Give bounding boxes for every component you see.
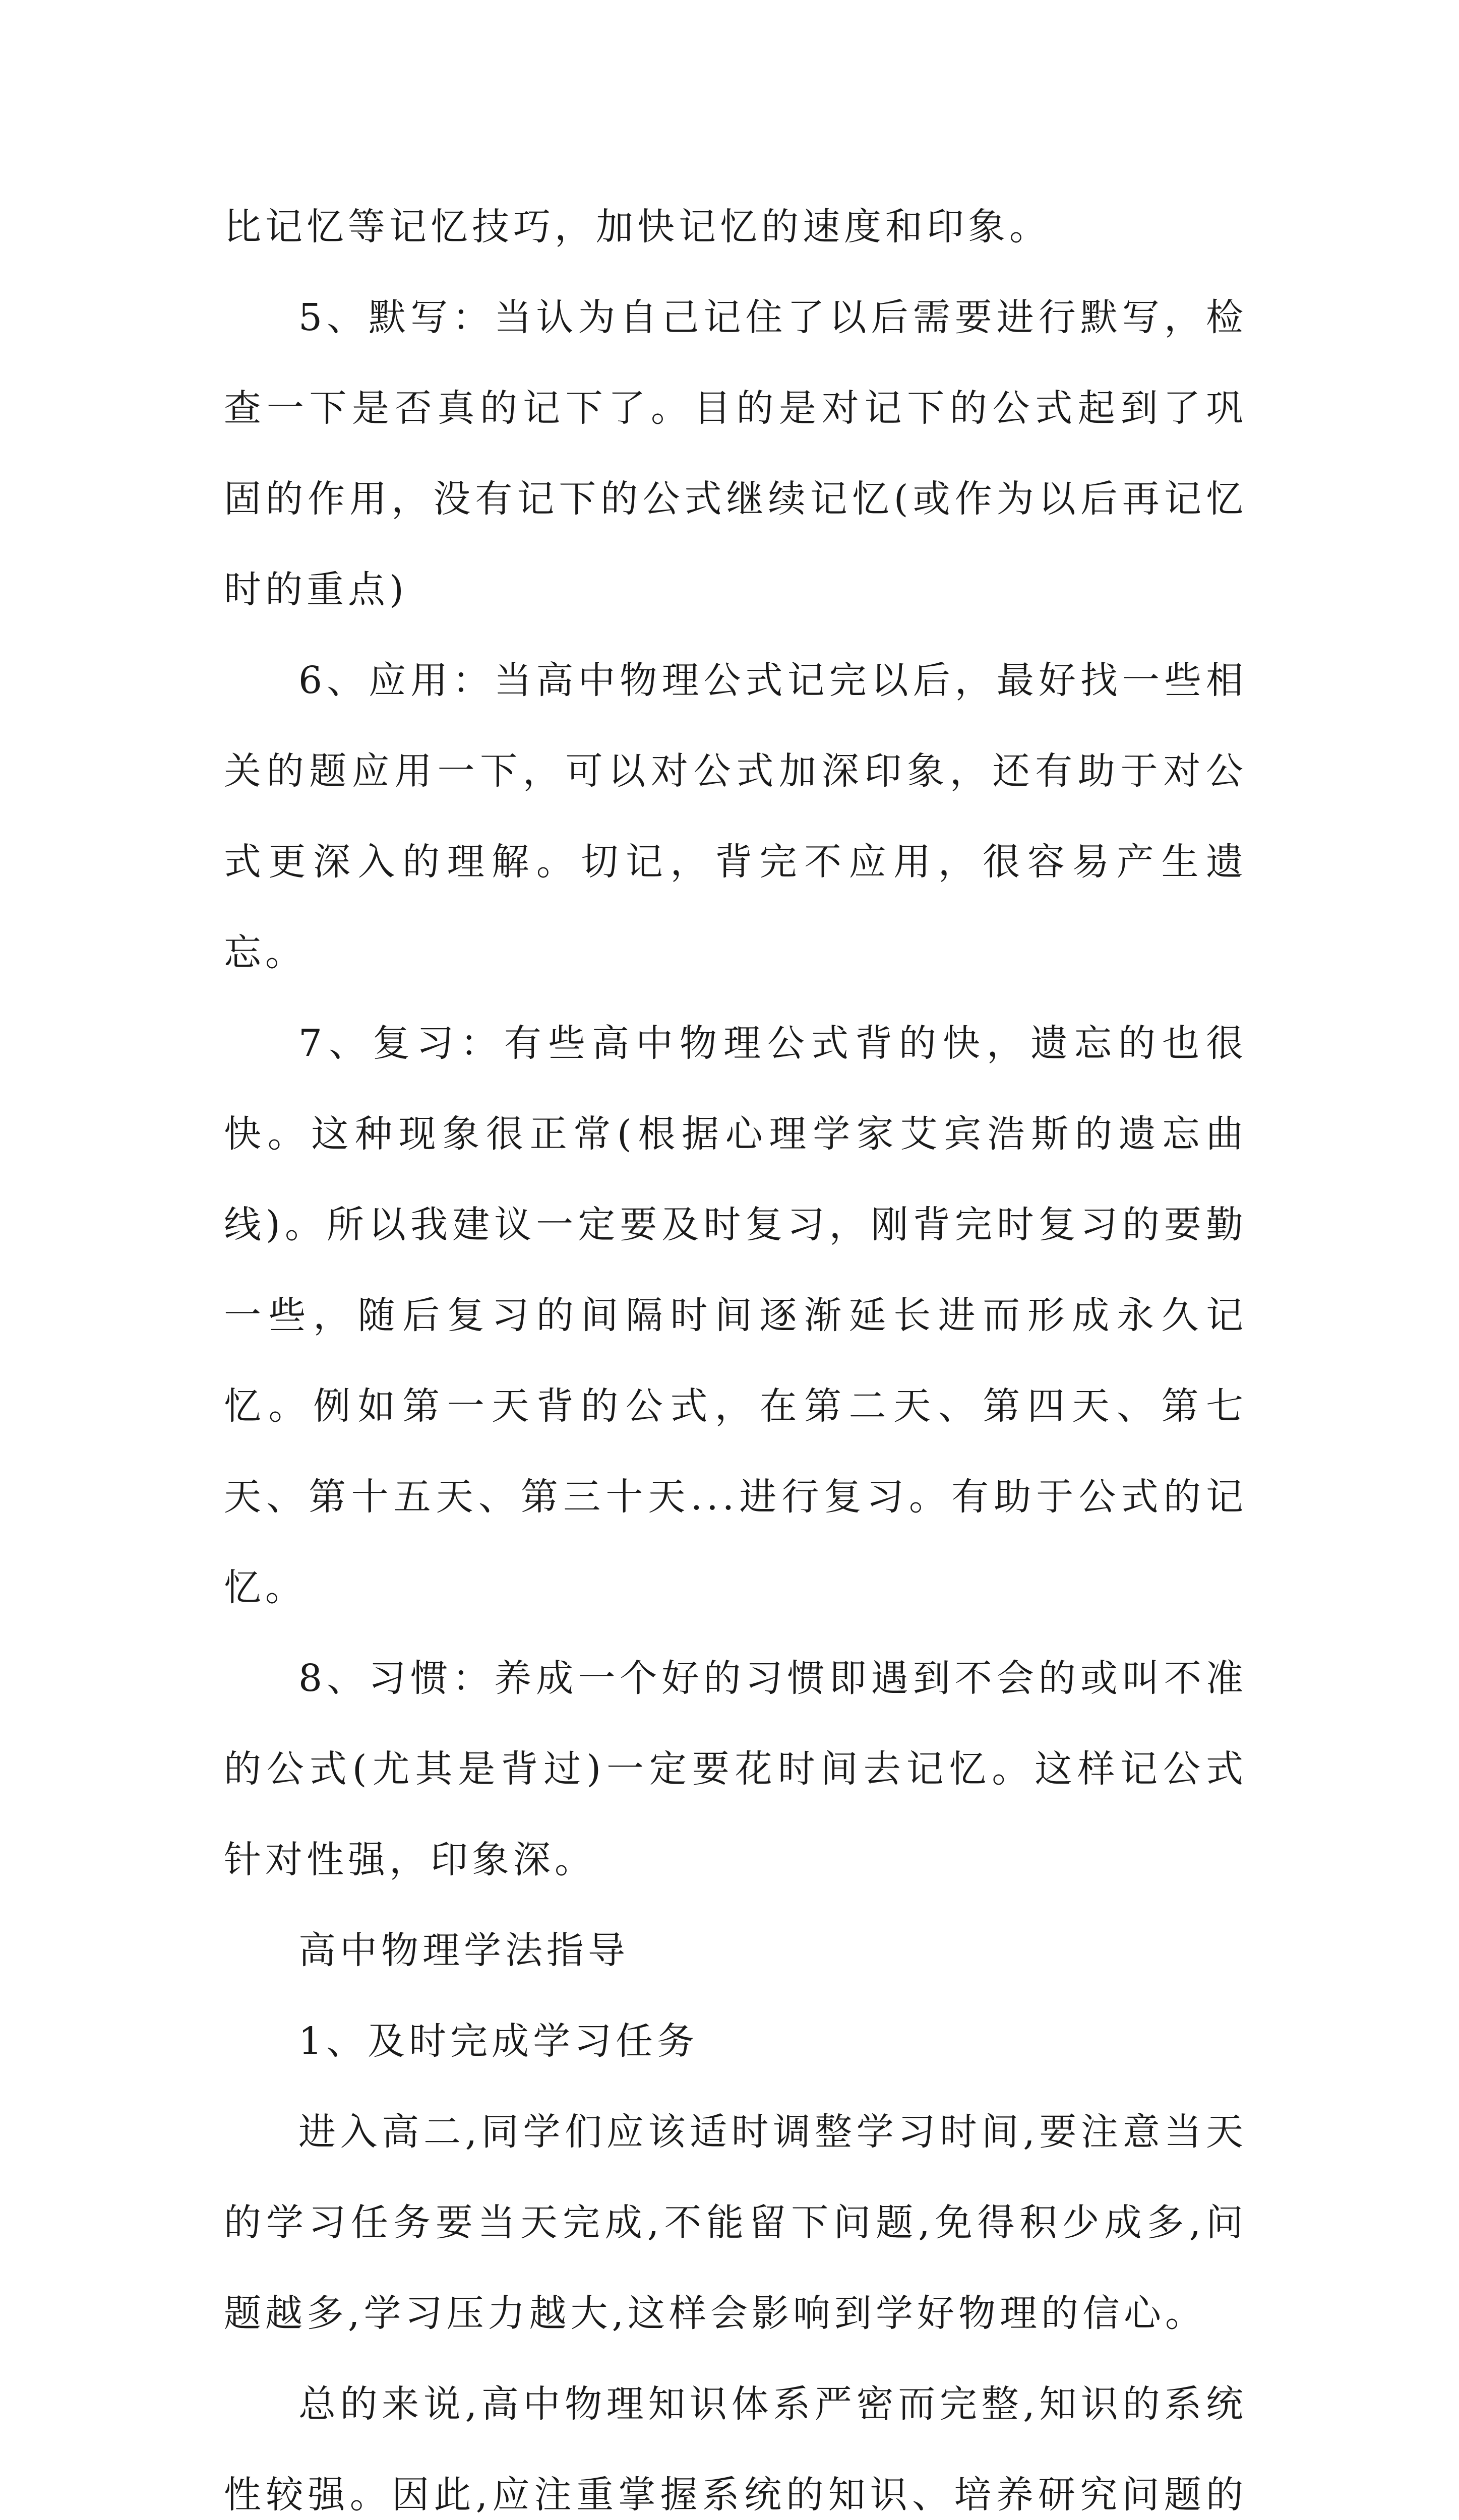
- paragraph-review: 7、复习：有些高中物理公式背的快，遗忘的也很快。这种现象很正常(根据心理学家艾宾浩斯的遗忘曲线)。所以我建议一定要及时复习，刚背完时复习的要勤一些，随后复习的间隔时间逐渐延长进而形成永久记忆。例如第一天背的公式，在第二天、第四天、第七天、第十五天、第三十天...进行复习。有助于公式的记忆。: [224, 1022, 1247, 1609]
- paragraph-dictation: 5、默写：当认为自己记住了以后需要进行默写，检查一下是否真的记下了。目的是对记下的公式起到了巩固的作用，没有记下的公式继续记忆(或作为以后再记忆时的重点): [224, 296, 1247, 611]
- paragraph-habit: 8、习惯：养成一个好的习惯即遇到不会的或叫不准的公式(尤其是背过)一定要花时间去记忆。这样记公式针对性强，印象深。: [224, 1657, 1247, 1881]
- paragraph-timely-tasks: 进入高二,同学们应该适时调整学习时间,要注意当天的学习任务要当天完成,不能留下问题,免得积少成多,问题越多,学习压力越大,这样会影响到学好物理的信心。: [224, 2110, 1247, 2335]
- paragraph-application: 6、应用：当高中物理公式记完以后，最好找一些相关的题应用一下，可以对公式加深印象，还有助于对公式更深入的理解。切记，背完不应用，很容易产生遗忘。: [224, 659, 1247, 974]
- paragraph-continuation: 比记忆等记忆技巧，加快记忆的速度和印象。: [224, 205, 1051, 248]
- subsection-heading: 1、及时完成学习任务: [298, 2020, 699, 2063]
- section-heading: 高中物理学法指导: [298, 1929, 629, 1972]
- document-body: [224, 181, 1247, 2520]
- paragraph-summary: 总的来说,高中物理知识体系严密而完整,知识的系统性较强。因此,应注重掌握系统的知识、培养研究问题的: [224, 2382, 1247, 2516]
